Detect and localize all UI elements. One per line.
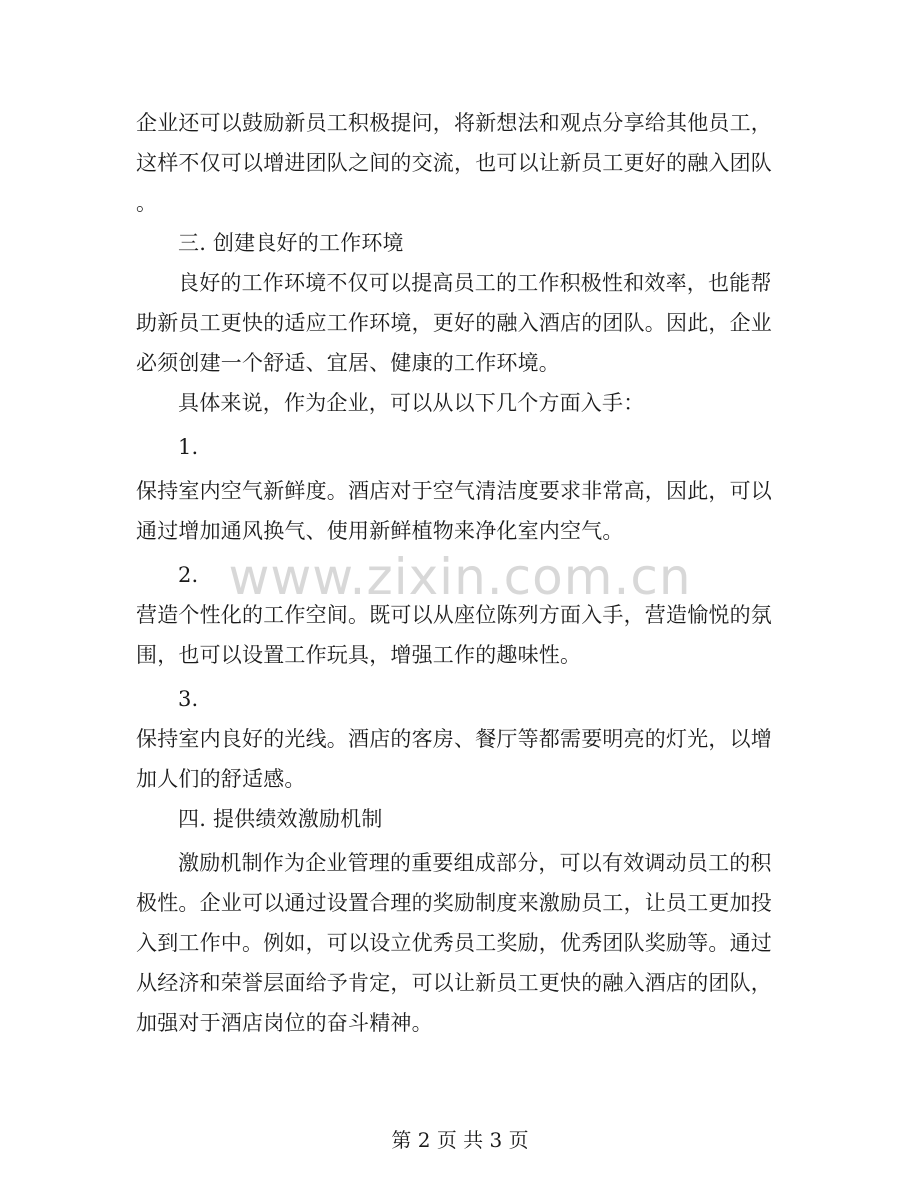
list-number: 3. <box>178 687 199 711</box>
body-text-line: 具体来说，作为企业，可以从以下几个方面入手： <box>178 391 645 415</box>
body-text-line: 激励机制作为企业管理的重要组成部分，可以有效调动员工的积 <box>178 851 772 875</box>
list-number: 1. <box>178 435 199 459</box>
body-text-line: 这样不仅可以增进团队之间的交流，也可以让新员工更好的融入团队 <box>136 151 772 175</box>
list-number: 2. <box>178 563 199 587</box>
watermark: www.zixin.com.cn <box>228 548 692 606</box>
body-text-line: 必须创建一个舒适、宜居、健康的工作环境。 <box>136 351 560 375</box>
body-text-line: 助新员工更快的适应工作环境，更好的融入酒店的团队。因此，企业 <box>136 311 772 335</box>
body-text-line: 保持室内良好的光线。酒店的客房、餐厅等都需要明亮的灯光，以增 <box>136 727 772 751</box>
body-text-line: 加人们的舒适感。 <box>136 767 306 791</box>
body-text-line: 。 <box>136 191 158 215</box>
body-text-line: 极性。企业可以通过设置合理的奖励制度来激励员工，让员工更加投 <box>136 891 772 915</box>
body-text-line: 围，也可以设置工作玩具，增强工作的趣味性。 <box>136 643 582 667</box>
body-text-line: 加强对于酒店岗位的奋斗精神。 <box>136 1011 433 1035</box>
body-text-line: 通过增加通风换气、使用新鲜植物来净化室内空气。 <box>136 519 624 543</box>
body-text-line: 营造个性化的工作空间。既可以从座位陈列方面入手，营造愉悦的氛 <box>136 603 772 627</box>
body-text-line: 从经济和荣誉层面给予肯定，可以让新员工更快的融入酒店的团队， <box>136 971 772 995</box>
body-text-line: 良好的工作环境不仅可以提高员工的工作积极性和效率，也能帮 <box>178 271 772 295</box>
section-heading-3: 三. 创建良好的工作环境 <box>178 231 404 255</box>
section-heading-4: 四. 提供绩效激励机制 <box>178 807 383 831</box>
page-footer: 第 2 页 共 3 页 <box>391 1128 529 1152</box>
body-text-line: 入到工作中。例如，可以设立优秀员工奖励，优秀团队奖励等。通过 <box>136 931 772 955</box>
body-text-line: 企业还可以鼓励新员工积极提问，将新想法和观点分享给其他员工， <box>136 111 772 135</box>
body-text-line: 保持室内空气新鲜度。酒店对于空气清洁度要求非常高，因此，可以 <box>136 479 772 503</box>
